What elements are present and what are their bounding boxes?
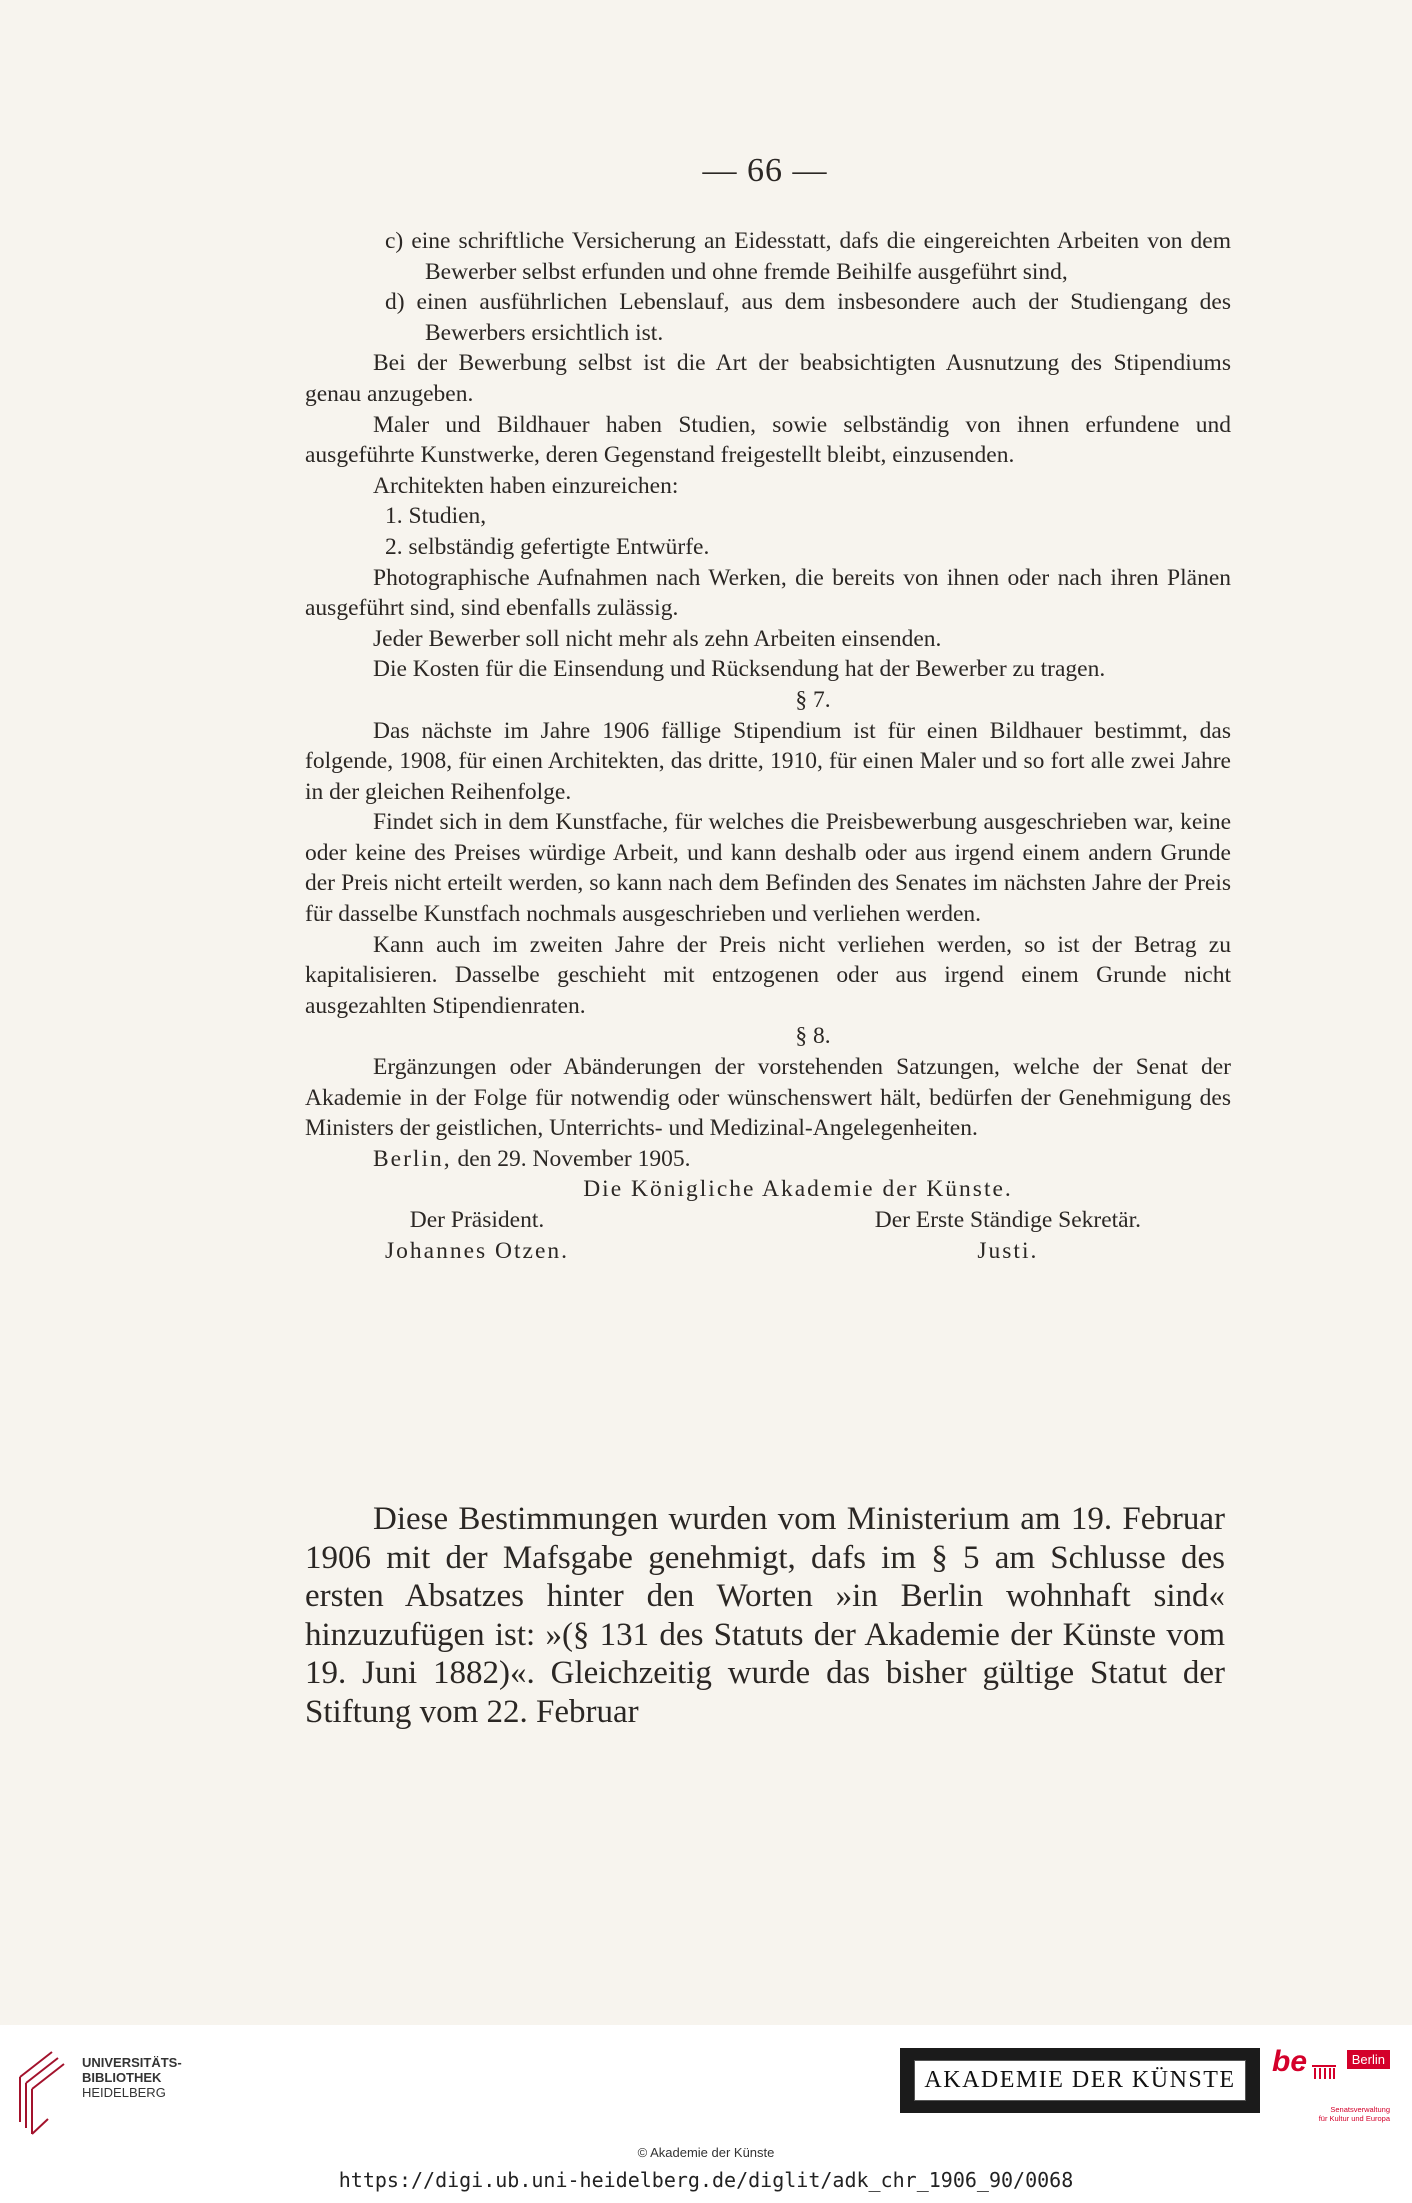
date-place: Berlin, (373, 1145, 452, 1172)
senate-line-1: Senatsverwaltung (1330, 2105, 1390, 2114)
president-title: Der Präsident. (409, 1207, 545, 1233)
signature-left (385, 1205, 569, 1266)
paragraph: Findet sich in dem Kunstfache, für welches die Preisbewerbung ausgeschrieben war, keine oder keine des Preises würdige Arbeit, und kann deshalb oder aus irgend einem andern Grunde der Preis nicht erteilt werden, so kann nach dem Befinden des Senates im nächsten Jahre der Preis für dasselbe Kunstfach nochmals ausgeschrieben und verliehen werden. (305, 809, 1231, 928)
be-logo-word: be (1272, 2045, 1308, 2078)
large-paragraph (305, 1500, 1225, 1731)
paragraph: Kann auch im zweiten Jahre der Preis nicht verliehen werden, so ist der Betrag zu kapitalisieren. Dasselbe geschieht mit entzogenen oder aus irgend einem Grunde nicht ausgezahlten Stipendienraten. (305, 931, 1231, 1019)
senate-line-2: für Kultur und Europa (1318, 2114, 1390, 2123)
president-name: Johannes Otzen. (385, 1237, 570, 1264)
numbered-item-2: 2. selbständig gefertigte Entwürfe. (385, 533, 710, 560)
date: den 29. November 1905. (457, 1145, 691, 1172)
paragraph: Jeder Bewerber soll nicht mehr als zehn Arbeiten einsenden. (373, 625, 942, 652)
library-line-2: BIBLIOTHEK (82, 2070, 162, 2085)
page-body (305, 226, 1231, 1266)
academy-logo-text: AKADEMIE DER KÜNSTE (914, 2060, 1246, 2101)
paragraph: Maler und Bildhauer haben Studien, sowie selbständig von ihnen erfundene und ausgeführte Kunstwerke, deren Gegenstand freigestellt bleibt, einzusenden. (305, 411, 1231, 469)
numbered-item-1: 1. Studien, (385, 503, 487, 530)
university-library-name[interactable] (82, 2055, 182, 2100)
library-line-1: UNIVERSITÄTS- (82, 2055, 182, 2070)
paragraph: Architekten haben einzureichen: (373, 472, 679, 499)
copyright-notice: © Akademie der Künste (637, 2145, 775, 2160)
university-library-logo-icon[interactable] (12, 2047, 72, 2137)
footer (0, 2025, 1412, 2203)
date-line (305, 1144, 1231, 1175)
academy-signature-line: Die Königliche Akademie der Künste. (583, 1176, 1013, 1203)
paragraph: Ergänzungen oder Abänderungen der vorstehenden Satzungen, welche der Senat der Akademie in der Folge für notwendig oder wünschenswert hält, bedürfen der Genehmigung des Ministers der geistlichen, Unterrichts- und Medizinal-Angelegenheiten. (305, 1054, 1231, 1142)
berlin-badge: Berlin (1347, 2050, 1390, 2069)
paragraph: Photographische Aufnahmen nach Werken, die bereits von ihnen oder nach ihren Plänen ausgeführt sind, sind ebenfalls zulässig. (305, 564, 1231, 622)
secretary-name: Justi. (977, 1237, 1039, 1264)
section-heading-7: § 7. (795, 686, 831, 713)
academy-logo[interactable] (900, 2048, 1260, 2113)
paragraph: Bei der Bewerbung selbst ist die Art der beabsichtigten Ausnutzung des Stipendiums genau anzugeben. (305, 350, 1231, 407)
berlin-gate-icon (1312, 2065, 1336, 2079)
paragraph: Die Kosten für die Einsendung und Rücksendung hat der Bewerber zu tragen. (373, 656, 1106, 683)
senate-department (1319, 2105, 1390, 2123)
signature-right (875, 1205, 1141, 1266)
be-berlin-logo[interactable] (1272, 2045, 1390, 2137)
closing-paragraph: Diese Bestimmungen wurden vom Ministerium am 19. Februar 1906 mit der Mafsgabe genehmigt, dafs im § 5 am Schlusse des ersten Absatzes hinter den Worten »in Berlin wohnhaft sind« hinzuzufügen ist: »(§ 131 des Statuts der Akademie der Künste vom 19. Juni 1882)«. Gleichzeitig wurde das bisher gültige Statut der Stiftung vom 22. Februar (305, 1501, 1225, 1730)
section-heading-8: § 8. (795, 1023, 831, 1050)
paragraph: Das nächste im Jahre 1906 fällige Stipendium ist für einen Bildhauer bestimmt, das folgende, 1908, für einen Architekten, das dritte, 1910, für einen Maler und so fort alle zwei Jahre in der gleichen Reihenfolge. (305, 717, 1231, 805)
list-item-c: c) eine schriftliche Versicherung an Eidesstatt, dafs die eingereichten Arbeiten von dem Bewerber selbst erfunden und ohne fremde Beihilfe ausgeführt sind, (385, 228, 1231, 285)
page-number: — 66 — (702, 152, 828, 189)
permalink-url[interactable]: https://digi.ub.uni-heidelberg.de/diglit/adk_chr_1906_90/0068 (338, 2168, 1074, 2192)
list-item-d: d) einen ausführlichen Lebenslauf, aus dem insbesondere auch der Studiengang des Bewerbers ersichtlich ist. (385, 289, 1231, 346)
signatures (305, 1205, 1231, 1266)
secretary-title: Der Erste Ständige Sekretär. (874, 1207, 1141, 1233)
library-line-3: HEIDELBERG (82, 2085, 166, 2100)
